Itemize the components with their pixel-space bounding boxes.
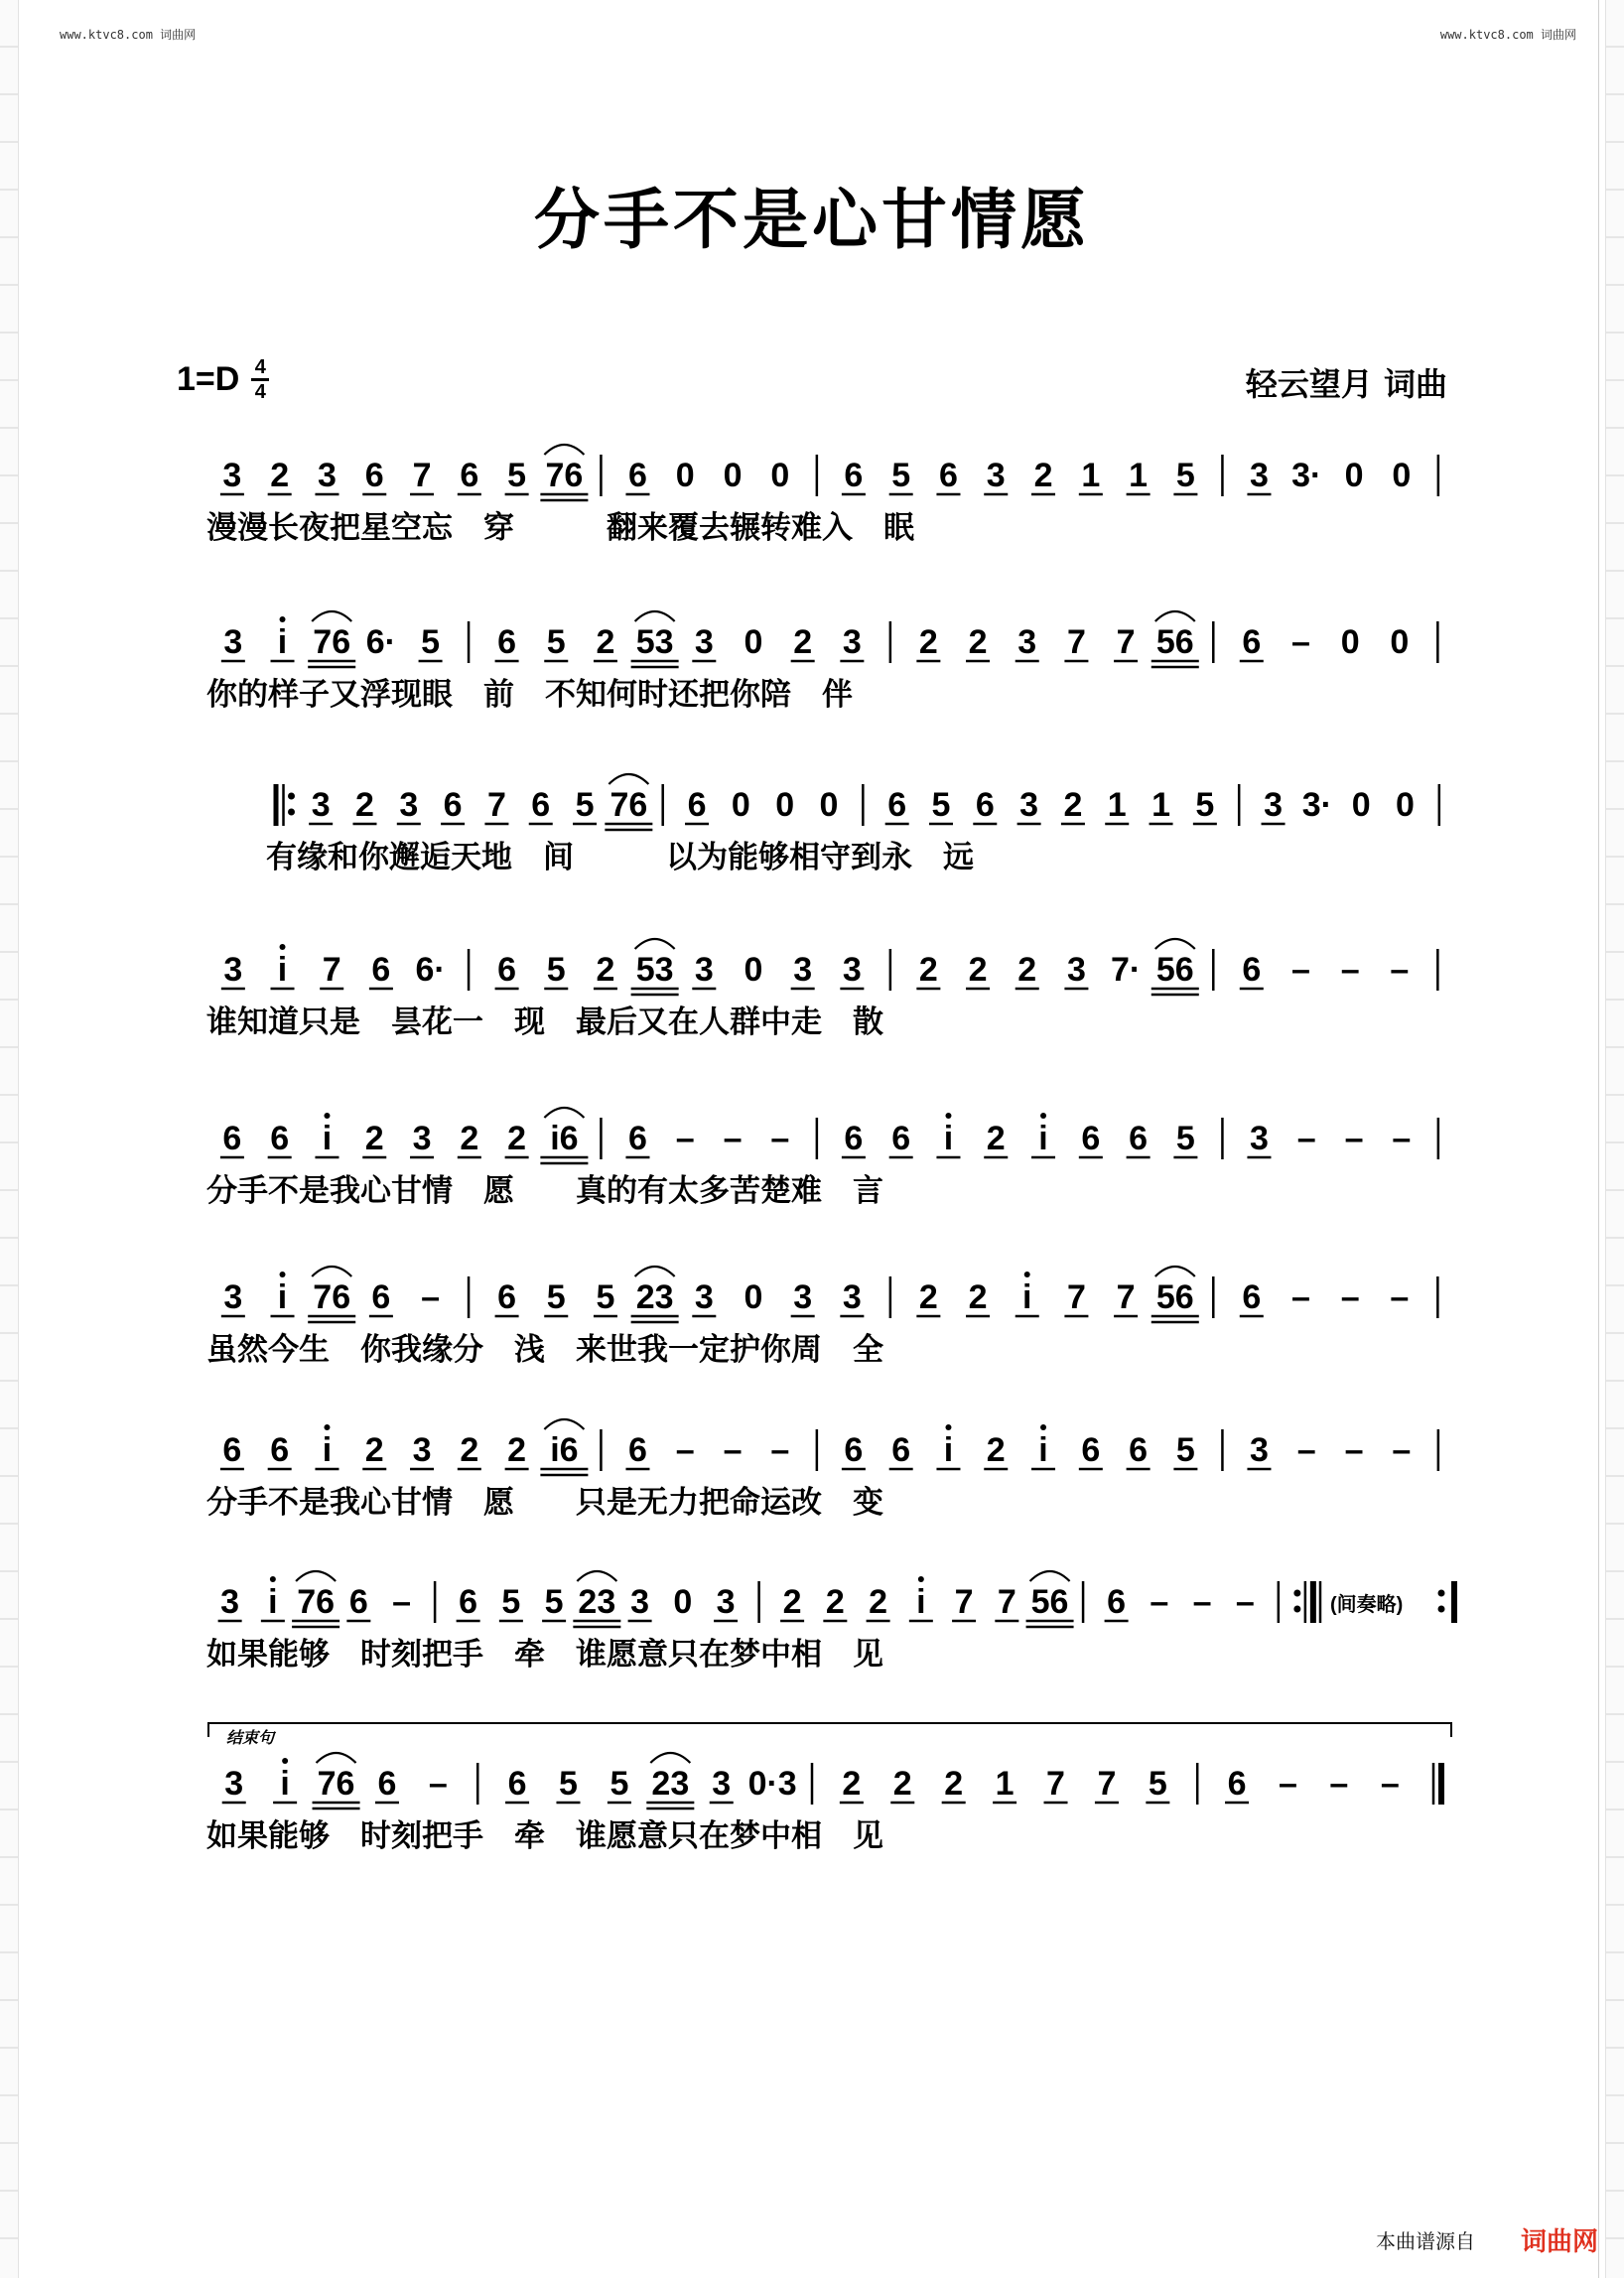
- slur: [1030, 1571, 1070, 1581]
- jianpu-note: 2: [1017, 951, 1037, 989]
- jianpu-note: 2: [842, 1765, 862, 1803]
- jianpu-note: 1: [1151, 786, 1170, 824]
- dash-sustain: –: [675, 1431, 695, 1469]
- jianpu-note: 0: [819, 786, 839, 824]
- slur: [317, 1753, 356, 1763]
- jianpu-note: 0: [744, 623, 763, 661]
- jianpu-note: 7: [322, 951, 341, 989]
- jianpu-note: 6: [891, 1431, 911, 1469]
- slur: [635, 1267, 675, 1276]
- jianpu-note: 6: [1242, 951, 1262, 989]
- jianpu-note: 0: [1351, 786, 1371, 824]
- jianpu-note: 53: [635, 623, 674, 661]
- jianpu-note: i6: [550, 1120, 579, 1157]
- jianpu-note: 6: [459, 1583, 478, 1621]
- jianpu-note: 3: [223, 951, 243, 989]
- final-barline: [1451, 1581, 1457, 1623]
- dash-sustain: –: [1344, 1120, 1364, 1157]
- jianpu-note: 3: [694, 951, 714, 989]
- slur: [312, 1267, 351, 1276]
- slur: [296, 1571, 336, 1581]
- repeat-dot: [1293, 1590, 1300, 1597]
- jianpu-note: 3: [716, 1583, 736, 1621]
- high-octave-dot: [945, 1113, 951, 1119]
- slur: [544, 445, 584, 455]
- dash-sustain: –: [1296, 1120, 1316, 1157]
- jianpu-note: 3: [842, 1278, 862, 1316]
- jianpu-note: 2: [596, 951, 615, 989]
- jianpu-note: 56: [1030, 1583, 1069, 1621]
- dash-sustain: –: [1390, 951, 1410, 989]
- interlude-note: (间奏略): [1330, 1594, 1404, 1616]
- jianpu-note: 3: [1250, 1120, 1269, 1157]
- dash-sustain: –: [1279, 1765, 1297, 1803]
- jianpu-note: 7: [412, 457, 432, 494]
- jianpu-note: 0: [770, 457, 790, 494]
- slur: [650, 1753, 690, 1763]
- jianpu-note: 3: [1250, 1431, 1269, 1469]
- jianpu-note: 6: [844, 1120, 864, 1157]
- jianpu-note: 6: [371, 1278, 391, 1316]
- jianpu-note: 6: [507, 1765, 527, 1803]
- jianpu-note: 2: [869, 1583, 888, 1621]
- repeat-dot: [288, 809, 295, 816]
- jianpu-note: 6: [1242, 1278, 1262, 1316]
- slur: [544, 1419, 584, 1429]
- lyric-line: 你的样子又浮现眼 前 不知何时还把你陪 伴: [206, 677, 853, 713]
- slur: [1155, 939, 1195, 949]
- jianpu-note: 0: [744, 951, 763, 989]
- jianpu-note: 5: [1195, 786, 1215, 824]
- coda-label: 结束句: [226, 1728, 275, 1747]
- jianpu-note: i: [277, 1278, 288, 1316]
- jianpu-note: 5: [421, 623, 441, 661]
- jianpu-note: 5: [575, 786, 595, 824]
- slur: [635, 939, 675, 949]
- jianpu-note: 6: [1129, 1120, 1149, 1157]
- jianpu-note: 5: [931, 786, 951, 824]
- jianpu-note: 0: [1392, 457, 1412, 494]
- dash-sustain: –: [428, 1765, 448, 1803]
- jianpu-note: 7: [997, 1583, 1016, 1621]
- jianpu-note: 0·3: [747, 1765, 797, 1803]
- jianpu-note: 53: [635, 951, 674, 989]
- high-octave-dot: [280, 1272, 286, 1277]
- jianpu-note: 0: [1390, 623, 1410, 661]
- jianpu-note: 3: [311, 786, 331, 824]
- jianpu-note: i: [943, 1120, 954, 1157]
- jianpu-note: 2: [918, 951, 938, 989]
- jianpu-note: 5: [609, 1765, 629, 1803]
- dash-sustain: –: [1150, 1583, 1169, 1621]
- jianpu-note: 5: [1175, 1120, 1195, 1157]
- jianpu-note: 2: [968, 623, 988, 661]
- lyric-line: 漫漫长夜把星空忘 穿 翻来覆去辗转难入 眠: [206, 510, 914, 546]
- jianpu-note: 1: [1107, 786, 1127, 824]
- jianpu-note: 2: [825, 1583, 845, 1621]
- song-title: 分手不是心甘情愿: [534, 181, 1090, 258]
- slur: [544, 1108, 584, 1118]
- jianpu-note: 2: [355, 786, 374, 824]
- lyric-line: 分手不是我心甘情 愿 只是无力把命运改 变: [206, 1485, 883, 1521]
- jianpu-note: i: [1022, 1278, 1032, 1316]
- jianpu-note: 6: [531, 786, 551, 824]
- high-octave-dot: [280, 616, 286, 622]
- jianpu-note: 0: [1340, 623, 1360, 661]
- jianpu-note: 0: [1396, 786, 1415, 824]
- jianpu-note: i: [943, 1431, 954, 1469]
- jianpu-note: 2: [507, 1120, 527, 1157]
- jianpu-note: 2: [364, 1120, 384, 1157]
- dash-sustain: –: [1380, 1765, 1400, 1803]
- jianpu-note: 3: [222, 457, 242, 494]
- final-barline: [1310, 1581, 1316, 1623]
- author-credit: 轻云望月 词曲: [1245, 365, 1447, 403]
- jianpu-note: 2: [918, 623, 938, 661]
- jianpu-note: i: [268, 1583, 278, 1621]
- jianpu-note: 3: [399, 786, 419, 824]
- jianpu-note: 3: [412, 1431, 432, 1469]
- jianpu-note: 23: [635, 1278, 674, 1316]
- jianpu-note: 6: [270, 1120, 290, 1157]
- jianpu-note: 6·: [365, 623, 397, 661]
- high-octave-dot: [918, 1576, 924, 1582]
- jianpu-note: 3·: [1301, 786, 1332, 824]
- lyric-line: 如果能够 时刻把手 牵 谁愿意只在梦中相 见: [206, 1637, 883, 1673]
- jianpu-note: 3: [1250, 457, 1269, 494]
- time-denominator: 4: [254, 381, 266, 403]
- slur: [577, 1571, 616, 1581]
- jianpu-note: 7: [954, 1583, 974, 1621]
- jianpu-note: 6: [939, 457, 958, 494]
- jianpu-note: 6: [222, 1431, 242, 1469]
- jianpu-note: 6: [222, 1120, 242, 1157]
- jianpu-note: 6: [891, 1120, 911, 1157]
- dash-sustain: –: [1392, 1431, 1412, 1469]
- dash-sustain: –: [392, 1583, 412, 1621]
- jianpu-note: 2: [918, 1278, 938, 1316]
- jianpu-note: 23: [651, 1765, 690, 1803]
- jianpu-note: 6: [497, 623, 517, 661]
- high-octave-dot: [1040, 1113, 1046, 1119]
- coda-bracket: [208, 1723, 1451, 1737]
- dash-sustain: –: [723, 1120, 743, 1157]
- jianpu-note: 6: [628, 457, 647, 494]
- jianpu-note: 7: [1116, 1278, 1136, 1316]
- jianpu-note: 5: [1175, 457, 1195, 494]
- jianpu-note: 7: [1097, 1765, 1117, 1803]
- jianpu-note: 6: [364, 457, 384, 494]
- jianpu-note: 2: [507, 1431, 527, 1469]
- jianpu-note: 6: [497, 951, 517, 989]
- slur: [1155, 611, 1195, 621]
- jianpu-note: 6: [975, 786, 995, 824]
- jianpu-note: 3: [842, 951, 862, 989]
- jianpu-note: 3: [694, 1278, 714, 1316]
- dash-sustain: –: [1390, 1278, 1410, 1316]
- jianpu-note: i: [1038, 1431, 1048, 1469]
- jianpu-note: 56: [1155, 951, 1194, 989]
- jianpu-note: 5: [891, 457, 911, 494]
- dash-sustain: –: [1344, 1431, 1364, 1469]
- jianpu-note: 2: [944, 1765, 964, 1803]
- jianpu-note: 5: [544, 1583, 564, 1621]
- jianpu-note: 6·: [415, 951, 446, 989]
- jianpu-note: 6: [628, 1120, 647, 1157]
- jianpu-note: 5: [559, 1765, 578, 1803]
- jianpu-note: 3: [793, 1278, 813, 1316]
- repeat-dot: [288, 793, 295, 800]
- jianpu-note: 5: [546, 951, 566, 989]
- jianpu-note: 1: [1129, 457, 1149, 494]
- jianpu-note: 6: [687, 786, 707, 824]
- jianpu-note: i: [277, 623, 288, 661]
- jianpu-note: 0: [731, 786, 750, 824]
- jianpu-note: 6: [628, 1431, 647, 1469]
- jianpu-note: 6: [1107, 1583, 1127, 1621]
- jianpu-note: 7·: [1110, 951, 1142, 989]
- jianpu-note: 6: [1129, 1431, 1149, 1469]
- jianpu-note: 3: [412, 1120, 432, 1157]
- dash-sustain: –: [723, 1431, 743, 1469]
- jianpu-note: 0: [673, 1583, 693, 1621]
- jianpu-note: 3: [630, 1583, 650, 1621]
- jianpu-note: i: [322, 1120, 333, 1157]
- jianpu-note: 3: [1017, 623, 1037, 661]
- high-octave-dot: [324, 1113, 330, 1119]
- jianpu-note: 2: [1033, 457, 1053, 494]
- jianpu-note: 2: [892, 1765, 912, 1803]
- jianpu-note: 3: [842, 623, 862, 661]
- high-octave-dot: [270, 1576, 276, 1582]
- jianpu-note: 6: [1242, 623, 1262, 661]
- jianpu-note: 2: [968, 1278, 988, 1316]
- jianpu-note: 76: [313, 1278, 351, 1316]
- dash-sustain: –: [1291, 623, 1310, 661]
- jianpu-note: 6: [1227, 1765, 1247, 1803]
- jianpu-note: i6: [550, 1431, 579, 1469]
- jianpu-note: 76: [313, 623, 351, 661]
- jianpu-note: 6: [497, 1278, 517, 1316]
- jianpu-note: 3: [223, 1278, 243, 1316]
- high-octave-dot: [1040, 1424, 1046, 1430]
- jianpu-note: 76: [545, 457, 584, 494]
- footer-source-label: 本曲谱源自: [1376, 2229, 1475, 2253]
- slur: [609, 774, 648, 784]
- jianpu-note: 5: [546, 1278, 566, 1316]
- key-label: 1=D: [177, 360, 240, 398]
- jianpu-note: i: [277, 951, 288, 989]
- jianpu-note: 2: [968, 951, 988, 989]
- jianpu-note: 6: [377, 1765, 397, 1803]
- jianpu-note: 56: [1155, 1278, 1194, 1316]
- jianpu-note: 2: [793, 623, 813, 661]
- dash-sustain: –: [1340, 1278, 1360, 1316]
- dash-sustain: –: [1329, 1765, 1349, 1803]
- jianpu-note: 2: [782, 1583, 802, 1621]
- dash-sustain: –: [770, 1431, 790, 1469]
- jianpu-note: 56: [1155, 623, 1194, 661]
- jianpu-note: 5: [1148, 1765, 1167, 1803]
- jianpu-note: 6: [371, 951, 391, 989]
- lyric-line: 分手不是我心甘情 愿 真的有太多苦楚难 言: [206, 1173, 883, 1209]
- dash-sustain: –: [1192, 1583, 1212, 1621]
- jianpu-note: 0: [775, 786, 795, 824]
- jianpu-note: 0: [744, 1278, 763, 1316]
- jianpu-note: 76: [609, 786, 648, 824]
- jianpu-note: 76: [317, 1765, 355, 1803]
- jianpu-note: 3: [1264, 786, 1283, 824]
- jianpu-note: 3: [793, 951, 813, 989]
- jianpu-note: 5: [596, 1278, 615, 1316]
- dash-sustain: –: [1291, 951, 1310, 989]
- jianpu-note: 2: [270, 457, 290, 494]
- slur: [635, 611, 675, 621]
- jianpu-note: 0: [675, 457, 695, 494]
- jianpu-note: 1: [995, 1765, 1015, 1803]
- jianpu-note: 3: [986, 457, 1006, 494]
- site-url-right: www.ktvc8.com 词曲网: [1439, 28, 1576, 42]
- jianpu-note: 5: [501, 1583, 521, 1621]
- jianpu-note: 2: [460, 1431, 479, 1469]
- dash-sustain: –: [1340, 951, 1360, 989]
- jianpu-note: 3: [223, 623, 243, 661]
- jianpu-note: 3: [318, 457, 337, 494]
- jianpu-note: 3: [224, 1765, 244, 1803]
- jianpu-note: i: [1038, 1120, 1048, 1157]
- jianpu-note: 6: [1081, 1431, 1101, 1469]
- dash-sustain: –: [1291, 1278, 1310, 1316]
- high-octave-dot: [1024, 1272, 1030, 1277]
- lyric-line: 如果能够 时刻把手 牵 谁愿意只在梦中相 见: [206, 1818, 883, 1854]
- jianpu-note: 7: [1046, 1765, 1065, 1803]
- dash-sustain: –: [1235, 1583, 1255, 1621]
- jianpu-note: 0: [723, 457, 743, 494]
- high-octave-dot: [324, 1424, 330, 1430]
- jianpu-note: 2: [364, 1431, 384, 1469]
- jianpu-note: 6: [844, 457, 864, 494]
- jianpu-note: 3: [220, 1583, 240, 1621]
- jianpu-note: 6: [844, 1431, 864, 1469]
- jianpu-note: i: [916, 1583, 926, 1621]
- lyric-line: 谁知道只是 昙花一 现 最后又在人群中走 散: [206, 1005, 883, 1040]
- jianpu-note: 6: [1081, 1120, 1101, 1157]
- slur: [312, 611, 351, 621]
- repeat-start-barline: [274, 784, 279, 826]
- jianpu-note: 76: [297, 1583, 336, 1621]
- final-barline: [1438, 1763, 1444, 1805]
- jianpu-note: 2: [986, 1431, 1006, 1469]
- jianpu-note: 3: [694, 623, 714, 661]
- jianpu-note: 3·: [1291, 457, 1322, 494]
- dash-sustain: –: [1296, 1431, 1316, 1469]
- jianpu-note: 6: [887, 786, 907, 824]
- site-url-left: www.ktvc8.com 词曲网: [60, 28, 197, 42]
- lyric-line: 虽然今生 你我缘分 浅 来世我一定护你周 全: [206, 1332, 883, 1368]
- jianpu-note: 5: [507, 457, 527, 494]
- jianpu-note: 2: [596, 623, 615, 661]
- high-octave-dot: [280, 944, 286, 950]
- dash-sustain: –: [1392, 1120, 1412, 1157]
- jianpu-note: 5: [546, 623, 566, 661]
- dash-sustain: –: [421, 1278, 441, 1316]
- slur: [1155, 1267, 1195, 1276]
- jianpu-note: 7: [1066, 1278, 1086, 1316]
- lyric-line: 有缘和你邂逅天地 间 以为能够相守到永 远: [266, 840, 974, 875]
- jianpu-note: 0: [1344, 457, 1364, 494]
- jianpu-note: 5: [1175, 1431, 1195, 1469]
- dash-sustain: –: [675, 1120, 695, 1157]
- jianpu-note: 7: [1066, 623, 1086, 661]
- jianpu-note: 6: [460, 457, 479, 494]
- site-logo: 词曲网: [1520, 2227, 1598, 2257]
- jianpu-note: 6: [270, 1431, 290, 1469]
- jianpu-note: 7: [486, 786, 506, 824]
- jianpu-note: 1: [1081, 457, 1101, 494]
- dash-sustain: –: [770, 1120, 790, 1157]
- jianpu-note: i: [280, 1765, 290, 1803]
- repeat-dot: [1293, 1606, 1300, 1613]
- jianpu-note: 2: [986, 1120, 1006, 1157]
- jianpu-note: i: [322, 1431, 333, 1469]
- jianpu-note: 6: [443, 786, 463, 824]
- jianpu-note: 2: [1063, 786, 1083, 824]
- jianpu-note: 2: [460, 1120, 479, 1157]
- high-octave-dot: [282, 1758, 288, 1764]
- repeat-dot: [1438, 1606, 1445, 1613]
- jianpu-note: 3: [712, 1765, 732, 1803]
- jianpu-note: 6: [348, 1583, 368, 1621]
- jianpu-note: 3: [1019, 786, 1039, 824]
- jianpu-note: 3: [1066, 951, 1086, 989]
- jianpu-note: 7: [1116, 623, 1136, 661]
- high-octave-dot: [945, 1424, 951, 1430]
- time-numerator: 4: [254, 356, 266, 378]
- jianpu-note: 23: [578, 1583, 616, 1621]
- repeat-dot: [1438, 1590, 1445, 1597]
